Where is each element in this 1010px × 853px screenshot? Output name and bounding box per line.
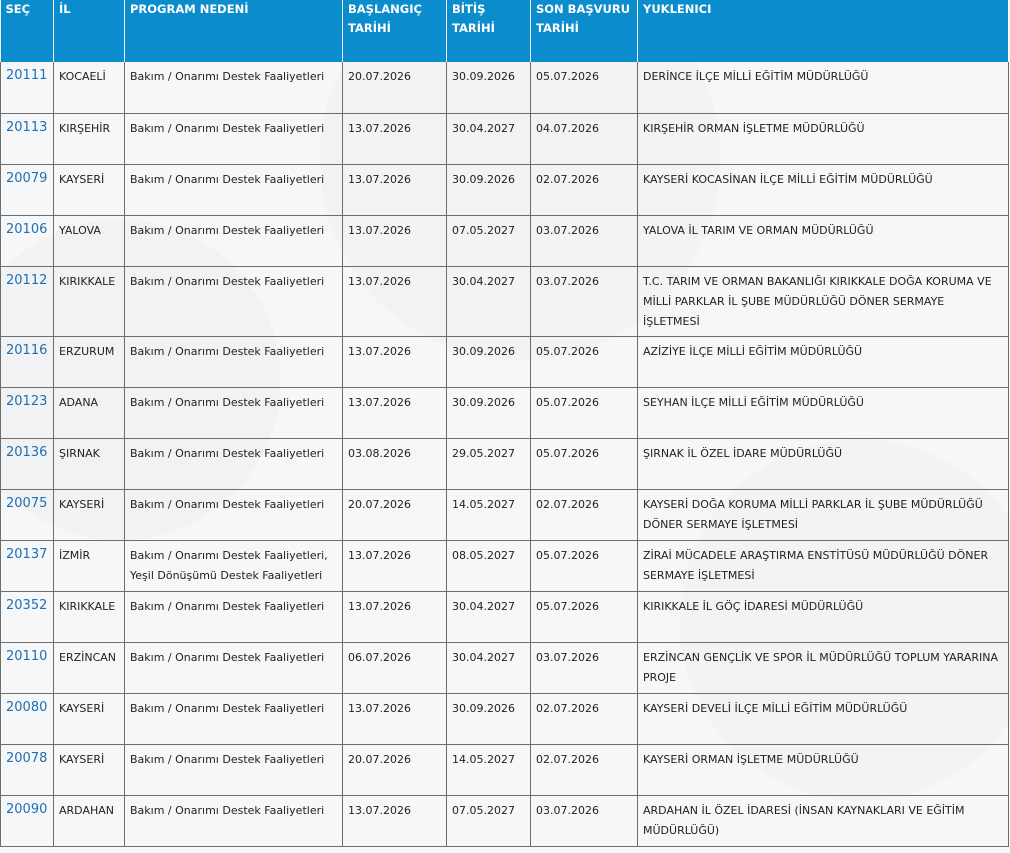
row-son-basvuru: 03.07.2026 [536,650,599,664]
row-id-link[interactable]: 20123 [6,393,48,409]
cell-yuk [638,693,1009,744]
row-baslangic: 20.07.2026 [348,70,411,83]
cell-bas [343,540,447,591]
row-son-basvuru: 02.07.2026 [536,172,599,186]
table-row [1,215,1009,266]
cell-sec[interactable] [1,62,54,113]
row-id-link[interactable]: 20112 [6,272,48,288]
table-row [1,62,1009,113]
cell-prog [125,164,343,215]
table-row [1,266,1009,336]
row-bitis: 14.05.2027 [452,752,515,766]
table-row [1,164,1009,215]
row-id-link[interactable]: 20078 [6,750,48,766]
cell-son [531,438,638,489]
cell-bit [447,62,531,113]
cell-prog [125,540,343,591]
row-yuklenici: KIRIKKALE İL GÖÇ İDARESİ MÜDÜRLÜĞÜ [643,599,864,613]
row-bitis: 08.05.2027 [452,548,515,562]
cell-prog [125,744,343,795]
row-son-basvuru: 05.07.2026 [536,70,599,83]
row-baslangic: 06.07.2026 [348,650,411,664]
cell-prog [125,113,343,164]
row-baslangic: 13.07.2026 [348,803,411,817]
cell-bas [343,795,447,846]
cell-son [531,693,638,744]
cell-prog [125,336,343,387]
cell-prog [125,215,343,266]
cell-son [531,489,638,540]
cell-bit [447,438,531,489]
table-row [1,113,1009,164]
table-row [1,642,1009,693]
cell-il [54,266,125,336]
row-il: YALOVA [59,223,101,237]
row-bitis: 30.04.2027 [452,599,515,613]
cell-son [531,540,638,591]
row-bitis: 30.09.2026 [452,701,515,715]
row-id-link[interactable]: 20090 [6,801,48,817]
row-bitis: 30.09.2026 [452,172,515,186]
row-il: KIRIKKALE [59,274,116,288]
row-son-basvuru: 05.07.2026 [536,599,599,613]
row-yuklenici: KIRŞEHİR ORMAN İŞLETME MÜDÜRLÜĞÜ [643,121,865,135]
cell-yuk [638,113,1009,164]
row-yuklenici: KAYSERİ DEVELİ İLÇE MİLLİ EĞİTİM MÜDÜRLÜĞÜ [643,701,908,715]
cell-sec[interactable] [1,795,54,846]
row-il: KIRIKKALE [59,599,116,613]
cell-bit [447,489,531,540]
row-il: KOCAELİ [59,70,106,83]
row-baslangic: 13.07.2026 [348,223,411,237]
cell-sec[interactable] [1,336,54,387]
row-program: Bakım / Onarımı Destek Faaliyetleri [130,395,325,409]
row-baslangic: 13.07.2026 [348,548,411,562]
header-sec[interactable]: SEÇ [1,0,54,62]
row-program: Bakım / Onarımı Destek Faaliyetleri [130,223,325,237]
row-yuklenici: T.C. TARIM VE ORMAN BAKANLIĞI KIRIKKALE DOĞA KORUMA VE MİLLİ PARKLAR İL ŞUBE MÜDÜRLÜĞÜ DÖNER SERMAYE İŞLETMESİ [643,274,992,328]
row-id-link[interactable]: 20110 [6,648,48,664]
row-il: ADANA [59,395,99,409]
cell-il [54,113,125,164]
row-id-link[interactable]: 20106 [6,221,48,237]
row-yuklenici: DERİNCE İLÇE MİLLİ EĞİTİM MÜDÜRLÜĞÜ [643,70,869,83]
cell-bas [343,693,447,744]
cell-son [531,336,638,387]
cell-yuk [638,744,1009,795]
row-yuklenici: ERZİNCAN GENÇLİK VE SPOR İL MÜDÜRLÜĞÜ TOPLUM YARARINA PROJE [643,650,999,684]
row-id-link[interactable]: 20075 [6,495,48,511]
cell-sec[interactable] [1,540,54,591]
cell-il [54,591,125,642]
row-baslangic: 03.08.2026 [348,446,411,460]
row-son-basvuru: 02.07.2026 [536,701,599,715]
cell-prog [125,438,343,489]
row-yuklenici: KAYSERİ DOĞA KORUMA MİLLİ PARKLAR İL ŞUBE MÜDÜRLÜĞÜ DÖNER SERMAYE İŞLETMESİ [643,497,983,531]
cell-sec[interactable] [1,438,54,489]
table-header [1,0,1009,62]
cell-il [54,744,125,795]
cell-sec[interactable] [1,693,54,744]
cell-prog [125,266,343,336]
cell-yuk [638,62,1009,113]
table-row [1,438,1009,489]
row-id-link[interactable]: 20111 [6,68,48,83]
cell-yuk [638,336,1009,387]
row-program: Bakım / Onarımı Destek Faaliyetleri [130,701,325,715]
row-son-basvuru: 05.07.2026 [536,446,599,460]
cell-bit [447,540,531,591]
row-id-link[interactable]: 20079 [6,170,48,186]
row-baslangic: 20.07.2026 [348,752,411,766]
row-il: ŞIRNAK [59,446,100,460]
header-yuklenici[interactable]: YUKLENICI [638,0,1009,62]
row-yuklenici: SEYHAN İLÇE MİLLİ EĞİTİM MÜDÜRLÜĞÜ [643,395,864,409]
table-body [1,62,1009,846]
row-program: Bakım / Onarımı Destek Faaliyetleri [130,446,325,460]
table-row [1,540,1009,591]
row-il: KIRŞEHİR [59,121,111,135]
row-il: ERZURUM [59,344,115,358]
cell-il [54,387,125,438]
row-program: Bakım / Onarımı Destek Faaliyetleri [130,274,325,288]
row-program: Bakım / Onarımı Destek Faaliyetleri, Yeşil Dönüşümü Destek Faaliyetleri [130,548,328,582]
row-yuklenici: KAYSERİ KOCASİNAN İLÇE MİLLİ EĞİTİM MÜDÜRLÜĞÜ [643,172,933,186]
cell-sec[interactable] [1,387,54,438]
row-il: KAYSERİ [59,752,105,766]
cell-son [531,795,638,846]
cell-prog [125,62,343,113]
cell-il [54,336,125,387]
row-baslangic: 13.07.2026 [348,274,411,288]
cell-son [531,642,638,693]
row-baslangic: 20.07.2026 [348,497,411,511]
row-son-basvuru: 04.07.2026 [536,121,599,135]
row-id-link[interactable]: 20136 [6,444,48,460]
cell-son [531,387,638,438]
header-il[interactable]: İL [54,0,125,62]
row-bitis: 14.05.2027 [452,497,515,511]
cell-il [54,164,125,215]
row-yuklenici: YALOVA İL TARIM VE ORMAN MÜDÜRLÜĞÜ [643,223,874,237]
cell-bit [447,336,531,387]
row-yuklenici: ARDAHAN İL ÖZEL İDARESİ (İNSAN KAYNAKLARI VE EĞİTİM MÜDÜRLÜĞÜ) [643,803,965,837]
cell-bas [343,591,447,642]
cell-prog [125,795,343,846]
cell-il [54,540,125,591]
row-il: ERZİNCAN [59,650,117,664]
cell-il [54,795,125,846]
cell-il [54,62,125,113]
row-son-basvuru: 02.07.2026 [536,497,599,511]
row-program: Bakım / Onarımı Destek Faaliyetleri [130,599,325,613]
row-program: Bakım / Onarımı Destek Faaliyetleri [130,344,325,358]
row-id-link[interactable]: 20137 [6,546,48,562]
cell-prog [125,387,343,438]
row-baslangic: 13.07.2026 [348,599,411,613]
row-yuklenici: ŞIRNAK İL ÖZEL İDARE MÜDÜRLÜĞÜ [643,446,843,460]
row-id-link[interactable]: 20080 [6,699,48,715]
table-row [1,693,1009,744]
row-bitis: 29.05.2027 [452,446,515,460]
table-row [1,336,1009,387]
row-son-basvuru: 05.07.2026 [536,344,599,358]
cell-bit [447,113,531,164]
row-yuklenici: ZİRAİ MÜCADELE ARAŞTIRMA ENSTİTÜSÜ MÜDÜRLÜĞÜ DÖNER SERMAYE İŞLETMESİ [643,548,989,582]
row-son-basvuru: 03.07.2026 [536,223,599,237]
cell-bas [343,215,447,266]
cell-yuk [638,489,1009,540]
cell-prog [125,591,343,642]
row-il: İZMİR [59,548,91,562]
row-program: Bakım / Onarımı Destek Faaliyetleri [130,70,325,83]
cell-prog [125,693,343,744]
row-baslangic: 13.07.2026 [348,395,411,409]
row-id-link[interactable]: 20352 [6,597,48,613]
row-bitis: 07.05.2027 [452,803,515,817]
row-baslangic: 13.07.2026 [348,121,411,135]
cell-son [531,113,638,164]
cell-son [531,266,638,336]
cell-bit [447,591,531,642]
table-row [1,591,1009,642]
cell-bas [343,438,447,489]
row-son-basvuru: 03.07.2026 [536,803,599,817]
row-il: KAYSERİ [59,172,105,186]
cell-bas [343,113,447,164]
cell-sec[interactable] [1,164,54,215]
row-bitis: 30.09.2026 [452,395,515,409]
row-program: Bakım / Onarımı Destek Faaliyetleri [130,803,325,817]
cell-sec[interactable] [1,591,54,642]
row-bitis: 30.09.2026 [452,70,515,83]
cell-yuk [638,438,1009,489]
row-id-link[interactable]: 20113 [6,119,48,135]
cell-sec[interactable] [1,113,54,164]
row-yuklenici: AZİZİYE İLÇE MİLLİ EĞİTİM MÜDÜRLÜĞÜ [643,344,863,358]
cell-son [531,591,638,642]
cell-bit [447,387,531,438]
row-bitis: 30.04.2027 [452,274,515,288]
row-bitis: 07.05.2027 [452,223,515,237]
row-il: KAYSERİ [59,497,105,511]
cell-son [531,744,638,795]
cell-bas [343,266,447,336]
cell-bit [447,215,531,266]
table-row [1,795,1009,846]
row-program: Bakım / Onarımı Destek Faaliyetleri [130,497,325,511]
row-bitis: 30.04.2027 [452,650,515,664]
row-son-basvuru: 05.07.2026 [536,548,599,562]
header-bitis[interactable]: BİTİŞ TARİHİ [447,0,531,62]
table-row [1,744,1009,795]
cell-yuk [638,642,1009,693]
cell-bit [447,744,531,795]
cell-bas [343,62,447,113]
cell-bit [447,266,531,336]
cell-yuk [638,266,1009,336]
cell-son [531,164,638,215]
cell-son [531,62,638,113]
cell-prog [125,642,343,693]
cell-prog [125,489,343,540]
cell-yuk [638,387,1009,438]
row-baslangic: 13.07.2026 [348,701,411,715]
cell-bas [343,744,447,795]
cell-bas [343,387,447,438]
row-program: Bakım / Onarımı Destek Faaliyetleri [130,172,325,186]
cell-yuk [638,164,1009,215]
cell-yuk [638,215,1009,266]
cell-sec[interactable] [1,266,54,336]
row-bitis: 30.09.2026 [452,344,515,358]
row-program: Bakım / Onarımı Destek Faaliyetleri [130,650,325,664]
row-program: Bakım / Onarımı Destek Faaliyetleri [130,121,325,135]
cell-bas [343,489,447,540]
cell-il [54,215,125,266]
cell-il [54,489,125,540]
row-baslangic: 13.07.2026 [348,344,411,358]
row-yuklenici: KAYSERİ ORMAN İŞLETME MÜDÜRLÜĞÜ [643,752,859,766]
cell-sec[interactable] [1,642,54,693]
cell-bas [343,164,447,215]
table-row [1,489,1009,540]
cell-yuk [638,795,1009,846]
cell-bit [447,164,531,215]
cell-bit [447,693,531,744]
header-baslangic[interactable]: BAŞLANGIÇ TARİHİ [343,0,447,62]
row-son-basvuru: 03.07.2026 [536,274,599,288]
row-id-link[interactable]: 20116 [6,342,48,358]
cell-bas [343,336,447,387]
cell-sec[interactable] [1,744,54,795]
cell-sec[interactable] [1,215,54,266]
table-row [1,387,1009,438]
cell-yuk [638,540,1009,591]
cell-son [531,215,638,266]
row-il: ARDAHAN [59,803,114,817]
cell-sec[interactable] [1,489,54,540]
header-program[interactable]: PROGRAM NEDENİ [125,0,343,62]
cell-il [54,642,125,693]
cell-bit [447,642,531,693]
row-il: KAYSERİ [59,701,105,715]
row-son-basvuru: 05.07.2026 [536,395,599,409]
cell-yuk [638,591,1009,642]
header-son-basvuru[interactable]: SON BAŞVURU TARİHİ [531,0,638,62]
cell-bit [447,795,531,846]
row-bitis: 30.04.2027 [452,121,515,135]
cell-bas [343,642,447,693]
cell-il [54,438,125,489]
row-baslangic: 13.07.2026 [348,172,411,186]
row-son-basvuru: 02.07.2026 [536,752,599,766]
cell-il [54,693,125,744]
row-program: Bakım / Onarımı Destek Faaliyetleri [130,752,325,766]
